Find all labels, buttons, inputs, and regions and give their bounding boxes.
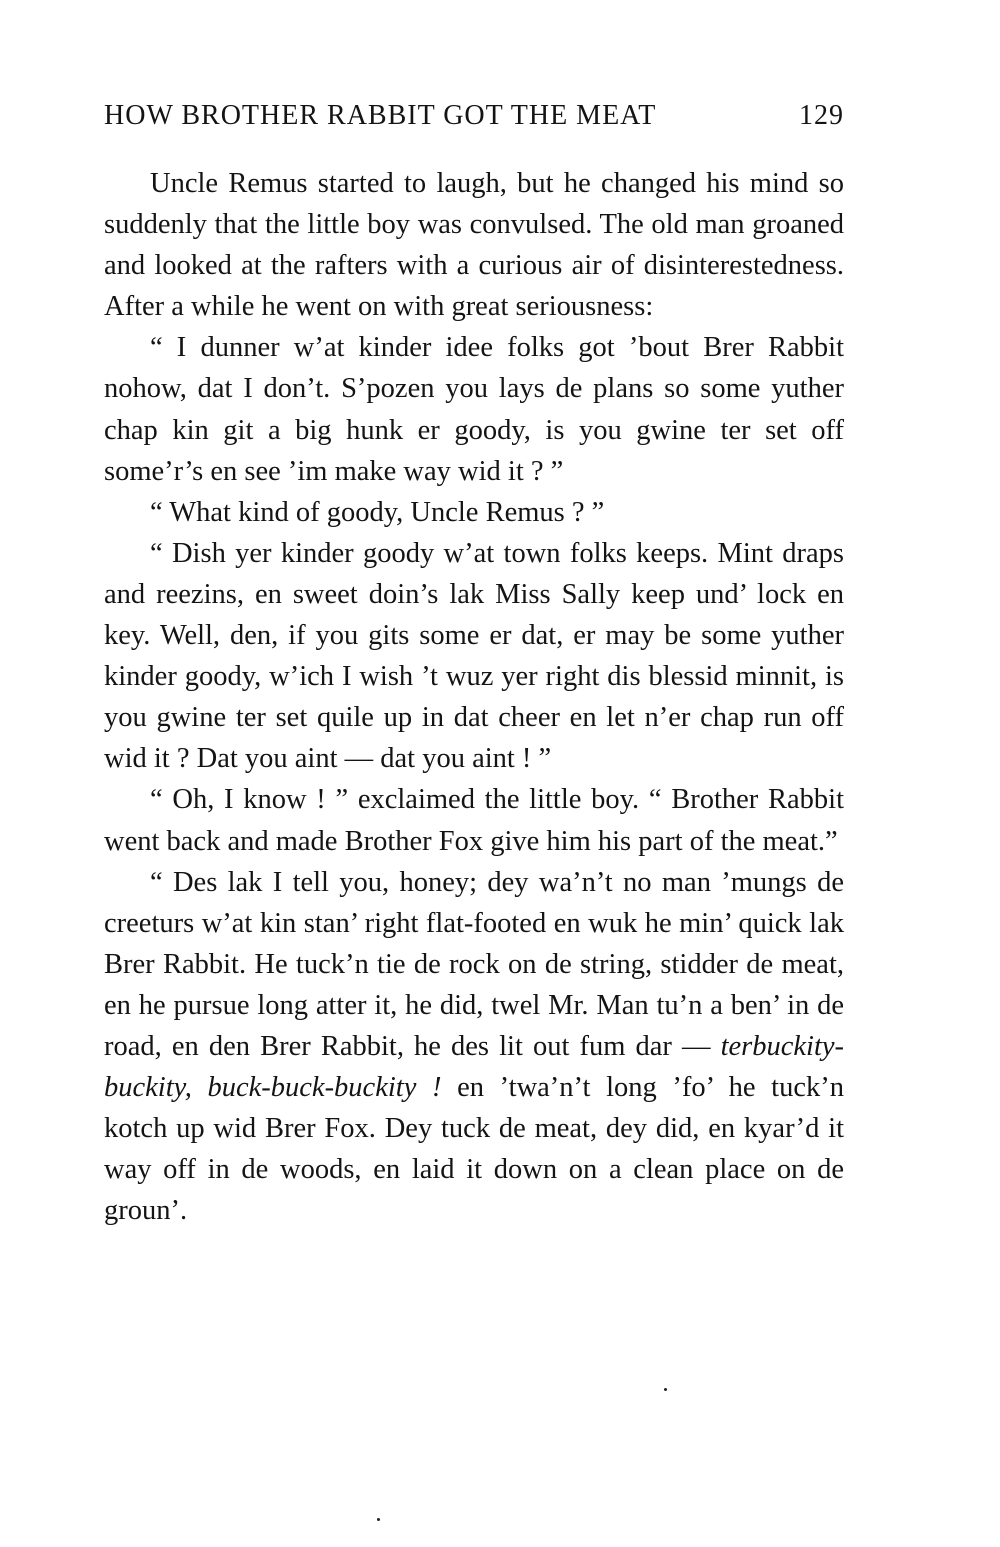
italic-phrase: terbuckity-buckity, buck-buck-buckity ! [104, 1030, 844, 1104]
paragraph: Uncle Remus started to laugh, but he changed his mind so suddenly that the little boy was convulsed. The old man groaned and looked at the rafters with a curious air of disinterestedness. After a while he went on with great seriousness: [104, 168, 844, 323]
paper-speck [664, 1388, 667, 1391]
page-number: 129 [799, 100, 844, 131]
paragraph: “ Dish yer kinder goody w’at town folks keeps. Mint draps and reezins, en sweet doin’s lak Miss Sally keep und’ lock en key. Well, den, if you gits some er dat, er may be some yuther kinder goody, w’ich I wish ’t wuz yer right dis blessid minnit, is you gwine ter set quile up in dat cheer en let n’er chap run off wid it ? Dat you aint — dat you aint ! ” [104, 537, 844, 775]
paragraph-text: en ’twa’n’t long ’fo’ he tuck’n kotch up wid Brer Fox. Dey tuck de meat, dey did, en kyar’d it way off in de woods, en laid it down on a clean place on de groun’. [104, 1072, 844, 1227]
paragraph: “ Oh, I know ! ” exclaimed the little boy. “ Brother Rabbit went back and made Brother Fox give him his part of the meat.” [104, 784, 844, 857]
body-text [104, 163, 844, 1231]
running-head-title: HOW BROTHER RABBIT GOT THE MEAT [104, 100, 657, 131]
paragraph: “ What kind of goody, Uncle Remus ? ” [150, 496, 605, 528]
running-head [104, 100, 844, 132]
paragraph-text: “ Des lak I tell you, honey; dey wa’n’t no man ’mungs de creeturs w’at kin stan’ right flat-footed en wuk he min’ quick lak Brer Rabbit. He tuck’n tie de rock on de string, stidder de meat, en he pursue long atter it, he did, twel Mr. Man tu’n a ben’ in de road, en den Brer Rabbit, he des lit out fum dar — [104, 866, 844, 1062]
paper-speck [377, 1518, 380, 1521]
paragraph [104, 862, 844, 1232]
paragraph: “ I dunner w’at kinder idee folks got ’bout Brer Rabbit nohow, dat I don’t. S’pozen you lays de plans so some yuther chap kin git a big hunk er goody, is you gwine ter set off some’r’s en see ’im make way wid it ? ” [104, 332, 844, 487]
